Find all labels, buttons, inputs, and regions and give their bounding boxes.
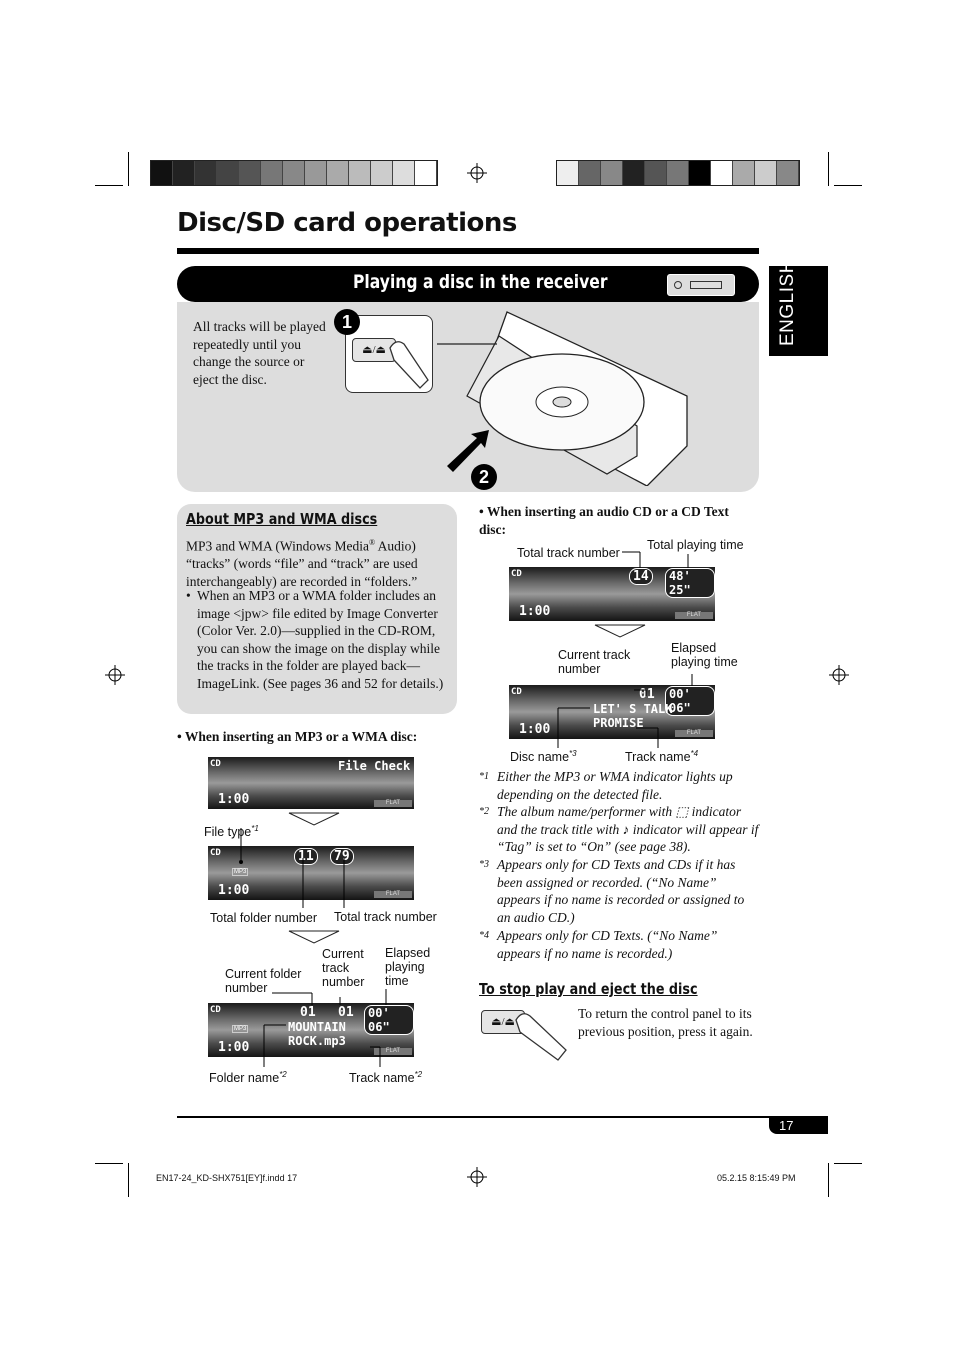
page-number: 17 xyxy=(779,1118,794,1133)
footnote-1: Either the MP3 or WMA indicator lights up depending on the detected file. xyxy=(497,769,733,802)
section-title: Playing a disc in the receiver xyxy=(353,271,608,293)
disc-name-text: LET' S TALK xyxy=(593,702,673,716)
title-rule xyxy=(177,248,759,254)
footnote-1-mark: *1 xyxy=(479,771,489,782)
footnote-3: Appears only for CD Texts and CDs if it has been assigned or recorded. (“No Name” appears if no name is recorded or assigned to an audio CD.) xyxy=(497,857,745,925)
current-track-number-mp3: 01 xyxy=(338,1005,354,1020)
track-name-label-mp3: Track name$^{*2}$ xyxy=(349,1070,423,1086)
registration-mark-left xyxy=(105,665,125,685)
mp3-indicator-2: MP3 xyxy=(234,1026,247,1032)
total-track-label-mp3: Total track number xyxy=(334,910,437,924)
page-title: Disc/SD card operations xyxy=(177,208,517,238)
total-folder-count: 11 xyxy=(294,848,318,865)
mp3-indicator: MP3 xyxy=(234,869,247,875)
footnote-3-mark: *3 xyxy=(479,859,489,870)
leader-lines-cd-2 xyxy=(540,670,720,750)
stop-heading: To stop play and eject the disc xyxy=(479,980,698,998)
leader-lines-cd-1 xyxy=(620,550,700,570)
color-bar-left xyxy=(150,160,438,186)
cd-display-totals: CD 14 48' 25" 1:00 FLAT xyxy=(509,567,715,621)
color-bar-right xyxy=(556,160,800,186)
mp3-wma-heading: About MP3 and WMA discs xyxy=(186,510,378,528)
file-type-label: File type$^{*1}$ xyxy=(204,824,259,840)
elapsed-label-cd: Elapsed playing time xyxy=(671,641,738,669)
finger-icon xyxy=(386,334,432,390)
total-track-count: 79 xyxy=(330,848,354,865)
language-tab-label: ENGLISH xyxy=(777,259,798,346)
language-tab xyxy=(769,259,828,356)
current-track-label-mp3: Current track number xyxy=(322,947,365,989)
footer-date: 05.2.15 8:15:49 PM xyxy=(717,1173,796,1183)
footnote-2-mark: *2 xyxy=(479,806,489,817)
down-arrow-2 xyxy=(288,930,340,944)
mp3-wma-panel xyxy=(177,504,457,714)
registration-mark-top xyxy=(467,163,487,183)
mp3-display-file-check: CD File Check 1:00 FLAT xyxy=(208,757,414,809)
footnote-4-mark: *4 xyxy=(479,930,489,941)
mp3-display-totals: CD MP3 11 79 1:00 FLAT xyxy=(208,846,414,900)
folder-name-text: MOUNTAIN xyxy=(288,1020,346,1034)
track-name-text: ROCK.mp3 xyxy=(288,1034,346,1048)
intro-text: All tracks will be played repeatedly until you change the source or eject the disc. xyxy=(193,319,326,387)
cd-total-time: 48' 25" xyxy=(665,568,715,598)
cd-current-track: 01 xyxy=(639,687,655,702)
intro-panel xyxy=(177,302,759,492)
bottom-rule xyxy=(177,1116,828,1118)
mp3-insert-heading: • When inserting an MP3 or a WMA disc: xyxy=(177,729,418,744)
footnote-2: The album name/performer with ⬚ indicator and the track title with ♪ indicator will appear if “Tag” is set to “On” (see page 38). xyxy=(497,804,759,854)
leader-lines-mp3-3 xyxy=(200,985,420,1075)
receiver-disc-illustration xyxy=(437,306,697,486)
disc-name-label: Disc name$^{*3}$ xyxy=(510,749,577,765)
mp3-wma-paragraph: MP3 and WMA (Windows Media® Audio) “tracks” (words “file” and “track” are used interchangeably) are recorded in “folders.” xyxy=(186,538,418,589)
finger-icon-small xyxy=(512,1006,570,1062)
elapsed-label-mp3: Elapsed playing time xyxy=(385,946,431,988)
footer-file: EN17-24_KD-SHX751[EY]f.indd 17 xyxy=(156,1173,298,1183)
cd-display-playing: CD 01 00' 06" LET' S TALK PROMISE 1:00 FLAT xyxy=(509,685,715,739)
elapsed-time-mp3: 00' 06" xyxy=(364,1005,414,1035)
file-check-text: File Check xyxy=(338,759,411,773)
mp3-wma-bullet: When an MP3 or a WMA folder includes an image <jpw> file edited by Image Converter (Color Ver. 2.0)—supplied in the CD-ROM, you can show the image on the display while the tracks in the folder are played back—ImageLink. (See pages 36 and 52 for details.) xyxy=(197,588,444,691)
registration-mark-bottom xyxy=(467,1167,487,1187)
current-folder-label: Current folder number xyxy=(225,967,302,995)
step-1-badge: 1 xyxy=(334,309,360,335)
section-banner xyxy=(177,266,759,302)
cd-track-name-text: PROMISE xyxy=(593,716,644,730)
receiver-slot-icon xyxy=(667,274,735,296)
mp3-display-playing: CD MP3 01 01 00' 06" MOUNTAIN ROCK.mp3 1:00 FLAT xyxy=(208,1003,414,1057)
step-2-badge: 2 xyxy=(471,464,497,490)
track-name-label-cd: Track name$^{*4}$ xyxy=(625,749,699,765)
total-folder-label: Total folder number xyxy=(210,911,318,925)
registration-mark-right xyxy=(829,665,849,685)
eject-button-small[interactable]: ⏏/⏏ xyxy=(481,1010,525,1034)
cd-elapsed-time: 00' 06" xyxy=(665,686,715,716)
total-track-label-cd: Total track number xyxy=(517,546,620,560)
down-arrow-3 xyxy=(594,624,646,638)
cd-total-tracks: 14 xyxy=(629,568,653,585)
leader-lines-mp3-2 xyxy=(200,820,420,920)
eject-button[interactable]: ⏏/⏏ xyxy=(352,338,396,362)
page-number-tab xyxy=(769,1118,828,1134)
current-folder-number: 01 xyxy=(300,1005,316,1020)
stop-text: To return the control panel to its previous position, press it again. xyxy=(578,1006,753,1039)
folder-name-label: Folder name$^{*2}$ xyxy=(209,1070,287,1086)
total-time-label: Total playing time xyxy=(647,538,744,552)
current-track-label-cd: Current track number xyxy=(558,648,631,676)
cd-insert-heading: • When inserting an audio CD or a CD Text disc: xyxy=(479,504,729,537)
footnote-4: Appears only for CD Texts. (“No Name” appears if no name is recorded.) xyxy=(497,928,718,961)
mp3-wma-bullet-dot: • xyxy=(186,588,191,603)
